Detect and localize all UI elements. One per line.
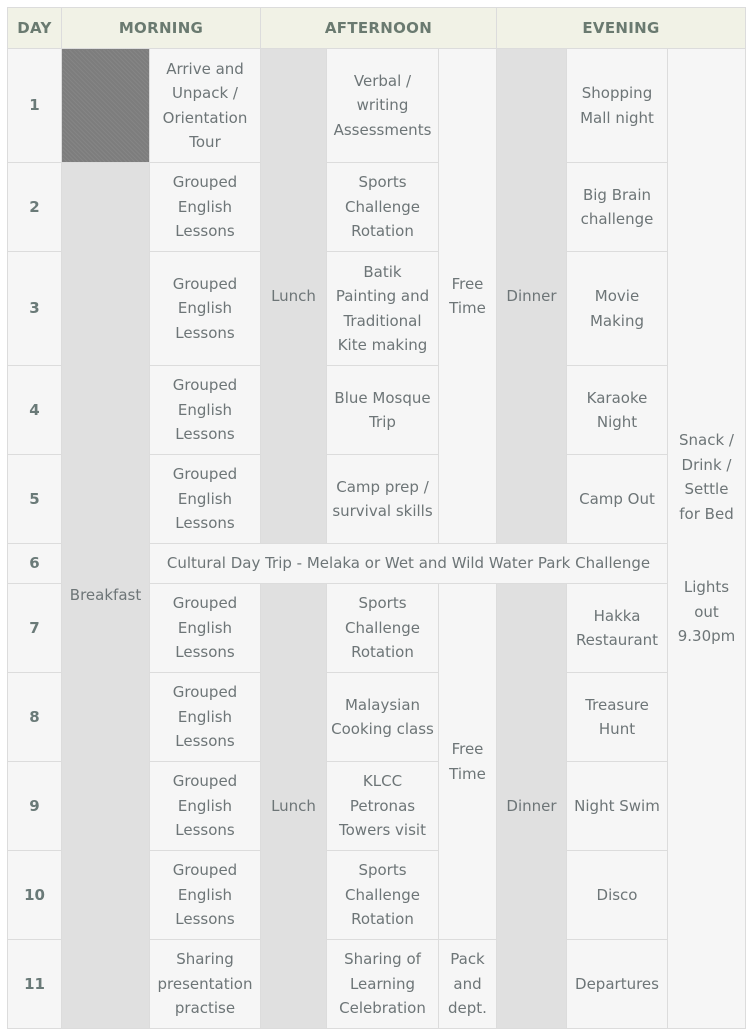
dinner-cell: Dinner (497, 584, 567, 1029)
evening-activity: Karaoke Night (567, 366, 668, 455)
header-row (8, 8, 746, 49)
header-morning: MORNING (62, 8, 261, 49)
dinner-cell: Dinner (497, 49, 567, 544)
snack-text: Snack / Drink / Settle for Bed (679, 431, 734, 523)
morning-activity: Grouped English Lessons (150, 673, 261, 762)
afternoon-activity: Sharing of Learning Celebration (327, 940, 439, 1029)
day-number: 11 (8, 940, 62, 1029)
day-number: 2 (8, 163, 62, 252)
day-number: 10 (8, 851, 62, 940)
blank-breakfast-cell (62, 49, 150, 163)
header-day: DAY (8, 8, 62, 49)
afternoon-activity: KLCC Petronas Towers visit (327, 762, 439, 851)
day-number: 9 (8, 762, 62, 851)
morning-activity: Grouped English Lessons (150, 366, 261, 455)
evening-activity: Disco (567, 851, 668, 940)
afternoon-activity: Blue Mosque Trip (327, 366, 439, 455)
day-number: 8 (8, 673, 62, 762)
header-evening: EVENING (497, 8, 746, 49)
free-time-cell: Free Time (439, 49, 497, 544)
evening-activity: Shopping Mall night (567, 49, 668, 163)
afternoon-activity: Sports Challenge Rotation (327, 163, 439, 252)
morning-activity: Sharing presentation practise (150, 940, 261, 1029)
day-number: 6 (8, 544, 62, 584)
header-afternoon: AFTERNOON (261, 8, 497, 49)
lights-out-text: Lights out 9.30pm (677, 578, 736, 646)
afternoon-activity: Batik Painting and Traditional Kite making (327, 252, 439, 366)
evening-activity: Big Brain challenge (567, 163, 668, 252)
schedule-table (7, 7, 746, 1029)
day-number: 1 (8, 49, 62, 163)
morning-activity: Grouped English Lessons (150, 163, 261, 252)
morning-activity: Grouped English Lessons (150, 455, 261, 544)
table-row (8, 49, 746, 163)
evening-activity: Camp Out (567, 455, 668, 544)
afternoon-activity: Camp prep / survival skills (327, 455, 439, 544)
morning-activity: Grouped English Lessons (150, 851, 261, 940)
evening-activity: Treasure Hunt (567, 673, 668, 762)
evening-activity: Movie Making (567, 252, 668, 366)
evening-activity: Night Swim (567, 762, 668, 851)
snack-cell (668, 49, 746, 1029)
pack-departure-cell: Pack and dept. (439, 940, 497, 1029)
day-number: 7 (8, 584, 62, 673)
breakfast-cell: Breakfast (62, 163, 150, 1029)
day-trip-cell: Cultural Day Trip - Melaka or Wet and Wild Water Park Challenge (150, 544, 668, 584)
table-row (8, 163, 746, 252)
free-time-cell: Free Time (439, 584, 497, 940)
morning-activity: Grouped English Lessons (150, 584, 261, 673)
afternoon-activity: Sports Challenge Rotation (327, 851, 439, 940)
lunch-cell: Lunch (261, 584, 327, 1029)
lunch-cell: Lunch (261, 49, 327, 544)
afternoon-activity: Malaysian Cooking class (327, 673, 439, 762)
evening-activity: Hakka Restaurant (567, 584, 668, 673)
morning-activity: Arrive and Unpack / Orientation Tour (150, 49, 261, 163)
day-number: 4 (8, 366, 62, 455)
day-number: 3 (8, 252, 62, 366)
afternoon-activity: Sports Challenge Rotation (327, 584, 439, 673)
day-number: 5 (8, 455, 62, 544)
afternoon-activity: Verbal / writing Assessments (327, 49, 439, 163)
morning-activity: Grouped English Lessons (150, 252, 261, 366)
evening-activity: Departures (567, 940, 668, 1029)
morning-activity: Grouped English Lessons (150, 762, 261, 851)
